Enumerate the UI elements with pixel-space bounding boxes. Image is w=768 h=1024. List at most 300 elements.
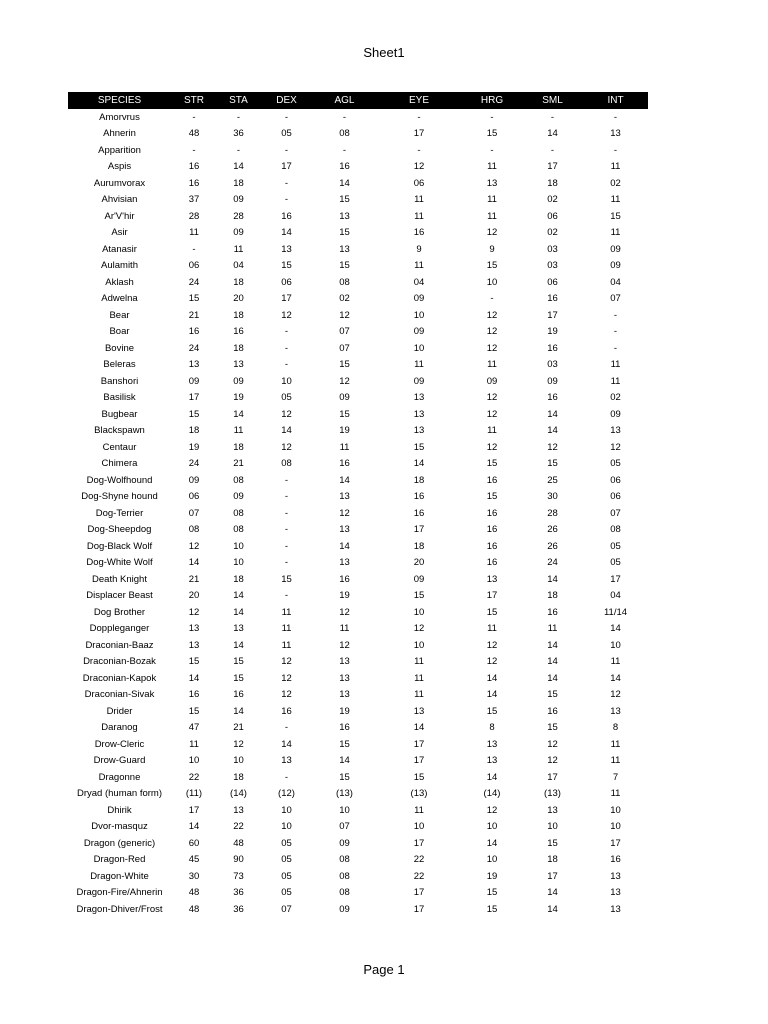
- dex-cell: 17: [281, 161, 292, 173]
- dex-cell: 17: [281, 293, 292, 305]
- species-cell: Death Knight: [92, 573, 147, 585]
- dex-cell: -: [284, 524, 289, 536]
- species-cell: Asir: [111, 227, 128, 239]
- hrg-cell: 12: [486, 639, 498, 651]
- table-row: [68, 340, 648, 357]
- dex-cell: 05: [281, 887, 292, 899]
- table-row: [68, 786, 648, 803]
- agl-cell: 15: [339, 408, 350, 420]
- eye-cell: 16: [413, 227, 425, 239]
- eye-cell: 9: [416, 243, 422, 255]
- sml-cell: 12: [547, 738, 558, 750]
- eye-cell: 13: [413, 408, 425, 420]
- sml-cell: (13): [544, 788, 561, 800]
- int-cell: 04: [610, 590, 621, 602]
- table-row: [68, 736, 648, 753]
- species-cell: Doppleganger: [89, 623, 150, 635]
- sta-cell: 09: [233, 194, 244, 206]
- sheet-title: Sheet1: [363, 45, 405, 60]
- species-cell: Bear: [109, 309, 130, 321]
- str-cell: 14: [188, 557, 200, 569]
- species-cell: Draconian-Sivak: [84, 689, 155, 701]
- eye-cell: 10: [413, 821, 425, 833]
- agl-cell: 11: [339, 623, 350, 635]
- species-cell: Draconian-Bozak: [83, 656, 156, 668]
- header-str: STR: [184, 95, 204, 106]
- eye-cell: 11: [414, 689, 424, 701]
- int-cell: 13: [610, 887, 621, 899]
- agl-cell: 16: [339, 458, 350, 470]
- agl-cell: 13: [339, 557, 350, 569]
- table-row: [68, 604, 648, 621]
- str-cell: 16: [188, 161, 200, 173]
- species-cell: Dragon-Fire/Ahnerin: [76, 887, 163, 899]
- int-cell: 02: [610, 392, 621, 404]
- species-cell: Dryad (human form): [77, 788, 162, 800]
- str-cell: 15: [188, 656, 200, 668]
- int-cell: -: [613, 342, 618, 354]
- str-cell: 22: [188, 771, 200, 783]
- agl-cell: 09: [339, 837, 350, 849]
- sml-cell: 16: [547, 293, 558, 305]
- sta-cell: (14): [230, 788, 247, 800]
- table-row: [68, 703, 648, 720]
- int-cell: 14: [610, 672, 621, 684]
- dex-cell: -: [284, 590, 289, 602]
- sta-cell: 04: [233, 260, 244, 272]
- table-row: [68, 439, 648, 456]
- dex-cell: -: [284, 507, 289, 519]
- sml-cell: -: [550, 144, 555, 156]
- sml-cell: 10: [547, 821, 558, 833]
- sta-cell: 28: [233, 210, 244, 222]
- str-cell: 30: [188, 870, 200, 882]
- agl-cell: 07: [339, 342, 350, 354]
- hrg-cell: 11: [487, 161, 497, 173]
- table-row: [68, 637, 648, 654]
- table-row: [68, 258, 648, 275]
- table-row: [68, 769, 648, 786]
- eye-cell: 11: [414, 210, 424, 222]
- agl-cell: 12: [339, 606, 350, 618]
- int-cell: 11/14: [603, 606, 628, 618]
- dex-cell: 14: [281, 425, 292, 437]
- sml-cell: 02: [547, 227, 558, 239]
- sml-cell: 17: [547, 161, 558, 173]
- sml-cell: 14: [547, 656, 558, 668]
- dex-cell: 05: [281, 837, 292, 849]
- sml-cell: 30: [547, 491, 558, 503]
- table-row: [68, 720, 648, 737]
- hrg-cell: 12: [486, 392, 498, 404]
- eye-cell: 16: [413, 507, 425, 519]
- str-cell: -: [192, 243, 196, 255]
- int-cell: 11: [610, 194, 621, 206]
- agl-cell: 13: [339, 524, 350, 536]
- sta-cell: 18: [233, 276, 244, 288]
- sml-cell: 13: [547, 804, 558, 816]
- sml-cell: 17: [547, 870, 558, 882]
- sml-cell: 16: [547, 606, 558, 618]
- str-cell: 21: [188, 309, 200, 321]
- species-cell: Centaur: [102, 441, 137, 453]
- species-cell: Boar: [109, 326, 130, 338]
- dex-cell: 07: [281, 903, 292, 915]
- hrg-cell: -: [490, 293, 494, 305]
- sta-cell: 18: [233, 177, 244, 189]
- table-row: [68, 456, 648, 473]
- dex-cell: 12: [281, 656, 292, 668]
- table-row: [68, 753, 648, 770]
- str-cell: 15: [188, 408, 200, 420]
- int-cell: 05: [610, 557, 621, 569]
- int-cell: 10: [610, 804, 621, 816]
- sta-cell: 14: [233, 606, 244, 618]
- sta-cell: 14: [233, 639, 244, 651]
- species-cell: Dog-Black Wolf: [86, 540, 153, 552]
- header-sta: STA: [229, 95, 248, 106]
- str-cell: 16: [188, 177, 200, 189]
- str-cell: 09: [188, 375, 200, 387]
- hrg-cell: 16: [486, 557, 498, 569]
- header-int: INT: [607, 95, 624, 106]
- int-cell: 11: [610, 375, 621, 387]
- agl-cell: 14: [339, 474, 350, 486]
- str-cell: 14: [188, 672, 200, 684]
- sml-cell: 06: [547, 210, 558, 222]
- hrg-cell: 12: [486, 656, 498, 668]
- dex-cell: 05: [281, 854, 292, 866]
- str-cell: 12: [188, 540, 200, 552]
- dex-cell: 10: [281, 375, 292, 387]
- hrg-cell: -: [490, 111, 494, 123]
- sta-cell: 21: [233, 722, 244, 734]
- hrg-cell: 15: [486, 903, 498, 915]
- species-cell: Ahnerin: [103, 128, 136, 140]
- species-cell: Bovine: [104, 342, 135, 354]
- dex-cell: -: [284, 111, 289, 123]
- agl-cell: 13: [339, 656, 350, 668]
- str-cell: 11: [189, 738, 199, 750]
- table-row: [68, 472, 648, 489]
- species-cell: Drow-Cleric: [94, 738, 145, 750]
- int-cell: 11: [610, 227, 621, 239]
- eye-cell: 10: [413, 606, 425, 618]
- sta-cell: 36: [233, 903, 244, 915]
- table-row: [68, 621, 648, 638]
- hrg-cell: 11: [487, 359, 497, 371]
- int-cell: 13: [610, 705, 621, 717]
- species-cell: Draconian-Baaz: [85, 639, 154, 651]
- agl-cell: 08: [339, 854, 350, 866]
- sml-cell: 17: [547, 309, 558, 321]
- int-cell: 12: [610, 689, 621, 701]
- sta-cell: 18: [233, 573, 244, 585]
- eye-cell: -: [417, 111, 421, 123]
- dex-cell: 12: [281, 689, 292, 701]
- sml-cell: 24: [547, 557, 558, 569]
- sml-cell: 15: [547, 689, 558, 701]
- str-cell: 14: [188, 821, 200, 833]
- str-cell: 13: [188, 639, 200, 651]
- int-cell: 14: [610, 623, 621, 635]
- species-cell: Dragon-White: [90, 870, 149, 882]
- hrg-cell: 11: [487, 623, 497, 635]
- table-row: [68, 571, 648, 588]
- int-cell: 13: [610, 128, 621, 140]
- sta-cell: 08: [233, 474, 244, 486]
- species-cell: Dog-White Wolf: [86, 557, 153, 569]
- hrg-cell: 10: [486, 821, 498, 833]
- str-cell: -: [192, 111, 196, 123]
- dex-cell: -: [284, 359, 289, 371]
- str-cell: (11): [185, 788, 203, 800]
- species-cell: Dog Brother: [93, 606, 146, 618]
- int-cell: 7: [612, 771, 619, 783]
- sta-cell: 19: [233, 392, 244, 404]
- eye-cell: 06: [413, 177, 425, 189]
- sta-cell: 36: [233, 128, 244, 140]
- sta-cell: 90: [233, 854, 244, 866]
- int-cell: 09: [610, 408, 621, 420]
- sml-cell: 12: [547, 441, 558, 453]
- int-cell: 06: [610, 491, 621, 503]
- sta-cell: 21: [233, 458, 244, 470]
- dex-cell: -: [284, 771, 289, 783]
- eye-cell: 10: [413, 639, 425, 651]
- sta-cell: 20: [233, 293, 244, 305]
- eye-cell: 11: [414, 194, 424, 206]
- int-cell: 07: [610, 507, 621, 519]
- int-cell: -: [613, 111, 618, 123]
- dex-cell: -: [284, 326, 289, 338]
- sml-cell: 15: [547, 837, 558, 849]
- agl-cell: 07: [339, 326, 350, 338]
- hrg-cell: 11: [487, 210, 497, 222]
- table-row: [68, 835, 648, 852]
- eye-cell: -: [417, 144, 421, 156]
- str-cell: 06: [188, 491, 200, 503]
- species-cell: Dog-Shyne hound: [81, 491, 158, 503]
- sta-cell: 18: [233, 441, 244, 453]
- sta-cell: 18: [233, 309, 244, 321]
- table-row: [68, 291, 648, 308]
- dex-cell: 05: [281, 128, 292, 140]
- str-cell: 20: [188, 590, 200, 602]
- table-row: [68, 555, 648, 572]
- eye-cell: 17: [413, 524, 425, 536]
- sta-cell: -: [236, 144, 241, 156]
- table-row: [68, 654, 648, 671]
- hrg-cell: 12: [486, 804, 498, 816]
- table-row: [68, 852, 648, 869]
- dex-cell: -: [284, 177, 289, 189]
- agl-cell: 13: [339, 243, 350, 255]
- sta-cell: 14: [233, 408, 244, 420]
- hrg-cell: 14: [486, 689, 498, 701]
- table-header-row: [68, 92, 648, 109]
- agl-cell: 16: [339, 573, 350, 585]
- str-cell: 19: [188, 441, 200, 453]
- str-cell: 08: [188, 524, 200, 536]
- str-cell: 60: [188, 837, 200, 849]
- hrg-cell: 15: [486, 128, 498, 140]
- agl-cell: 15: [339, 260, 350, 272]
- agl-cell: 08: [339, 276, 350, 288]
- sta-cell: 18: [233, 771, 244, 783]
- hrg-cell: 12: [486, 326, 498, 338]
- dex-cell: 13: [281, 755, 292, 767]
- hrg-cell: 13: [486, 573, 498, 585]
- sml-cell: 14: [547, 887, 558, 899]
- agl-cell: 19: [339, 705, 350, 717]
- int-cell: -: [613, 309, 618, 321]
- table-row: [68, 390, 648, 407]
- hrg-cell: 9: [489, 243, 495, 255]
- int-cell: 11: [610, 161, 621, 173]
- agl-cell: 15: [339, 771, 350, 783]
- int-cell: 16: [610, 854, 621, 866]
- hrg-cell: 13: [486, 755, 498, 767]
- dex-cell: 12: [281, 309, 292, 321]
- hrg-cell: 16: [486, 524, 498, 536]
- header-sml: SML: [542, 95, 563, 106]
- str-cell: 28: [188, 210, 200, 222]
- hrg-cell: (14): [483, 788, 501, 800]
- sml-cell: 26: [547, 524, 558, 536]
- eye-cell: 13: [413, 425, 425, 437]
- agl-cell: 19: [339, 425, 350, 437]
- eye-cell: 04: [413, 276, 425, 288]
- sta-cell: 10: [233, 540, 244, 552]
- dex-cell: -: [284, 540, 289, 552]
- table-row: [68, 241, 648, 258]
- int-cell: 05: [610, 458, 621, 470]
- sml-cell: 12: [547, 755, 558, 767]
- str-cell: 48: [188, 128, 200, 140]
- hrg-cell: 15: [486, 491, 498, 503]
- int-cell: 13: [610, 425, 621, 437]
- dex-cell: 06: [281, 276, 292, 288]
- agl-cell: 12: [339, 375, 350, 387]
- sta-cell: 14: [233, 705, 244, 717]
- dex-cell: 11: [281, 639, 292, 651]
- header-dex: DEX: [276, 95, 297, 106]
- sml-cell: 28: [547, 507, 558, 519]
- species-cell: Adwelna: [101, 293, 138, 305]
- sta-cell: 08: [233, 507, 244, 519]
- table-row: [68, 208, 648, 225]
- hrg-cell: 12: [486, 408, 498, 420]
- sml-cell: -: [550, 111, 555, 123]
- species-cell: Amorvrus: [99, 111, 140, 123]
- int-cell: 05: [610, 540, 621, 552]
- sta-cell: 09: [233, 227, 244, 239]
- str-cell: 15: [188, 293, 200, 305]
- agl-cell: 08: [339, 128, 350, 140]
- agl-cell: 14: [339, 177, 350, 189]
- sml-cell: 18: [547, 854, 558, 866]
- table-row: [68, 357, 648, 374]
- sml-cell: 11: [547, 623, 558, 635]
- hrg-cell: 15: [486, 606, 498, 618]
- table-row: [68, 192, 648, 209]
- species-cell: Dragonne: [98, 771, 141, 783]
- eye-cell: 11: [414, 260, 424, 272]
- table-row: [68, 687, 648, 704]
- agl-cell: 10: [339, 804, 350, 816]
- hrg-cell: 14: [486, 837, 498, 849]
- dex-cell: 14: [281, 738, 292, 750]
- sta-cell: 10: [233, 755, 244, 767]
- table-row: [68, 109, 648, 126]
- sml-cell: 03: [547, 260, 558, 272]
- species-cell: Banshori: [100, 375, 139, 387]
- dex-cell: -: [284, 342, 289, 354]
- sml-cell: 02: [547, 194, 558, 206]
- sta-cell: 73: [233, 870, 244, 882]
- str-cell: 21: [188, 573, 200, 585]
- sta-cell: 16: [233, 689, 244, 701]
- eye-cell: 11: [414, 804, 424, 816]
- species-cell: Dragon-Dhiver/Frost: [76, 903, 163, 915]
- str-cell: 10: [188, 755, 200, 767]
- table-row: [68, 274, 648, 291]
- species-cell: Drow-Guard: [93, 755, 146, 767]
- eye-cell: 17: [413, 837, 425, 849]
- header-species: SPECIES: [97, 95, 142, 106]
- hrg-cell: 12: [486, 309, 498, 321]
- hrg-cell: 14: [486, 771, 498, 783]
- agl-cell: 15: [339, 359, 350, 371]
- sml-cell: 14: [547, 408, 558, 420]
- str-cell: 47: [188, 722, 200, 734]
- agl-cell: 09: [339, 903, 350, 915]
- eye-cell: 15: [413, 771, 425, 783]
- agl-cell: 08: [339, 870, 350, 882]
- int-cell: 11: [610, 359, 621, 371]
- eye-cell: 14: [413, 458, 425, 470]
- table-row: [68, 406, 648, 423]
- sta-cell: 13: [233, 623, 244, 635]
- sta-cell: 08: [233, 524, 244, 536]
- sta-cell: 13: [233, 804, 244, 816]
- table-row: [68, 324, 648, 341]
- sml-cell: 14: [547, 128, 558, 140]
- int-cell: 10: [610, 821, 621, 833]
- eye-cell: 17: [413, 903, 425, 915]
- int-cell: 8: [612, 722, 619, 734]
- sta-cell: 09: [233, 491, 244, 503]
- agl-cell: 16: [339, 161, 350, 173]
- str-cell: 15: [188, 705, 200, 717]
- str-cell: 11: [189, 227, 199, 239]
- agl-cell: 12: [339, 507, 350, 519]
- species-cell: Aurumvorax: [93, 177, 146, 189]
- species-cell: Displacer Beast: [86, 590, 153, 602]
- species-cell: Dvor-masquz: [91, 821, 148, 833]
- species-cell: Ar'V'hir: [104, 210, 135, 222]
- eye-cell: 11: [414, 656, 424, 668]
- dex-cell: 13: [281, 243, 292, 255]
- int-cell: 06: [610, 474, 621, 486]
- sml-cell: 03: [547, 243, 558, 255]
- sml-cell: 14: [547, 672, 558, 684]
- header-eye: EYE: [408, 95, 429, 106]
- sml-cell: 15: [547, 722, 558, 734]
- dex-cell: 11: [281, 623, 292, 635]
- hrg-cell: 16: [486, 507, 498, 519]
